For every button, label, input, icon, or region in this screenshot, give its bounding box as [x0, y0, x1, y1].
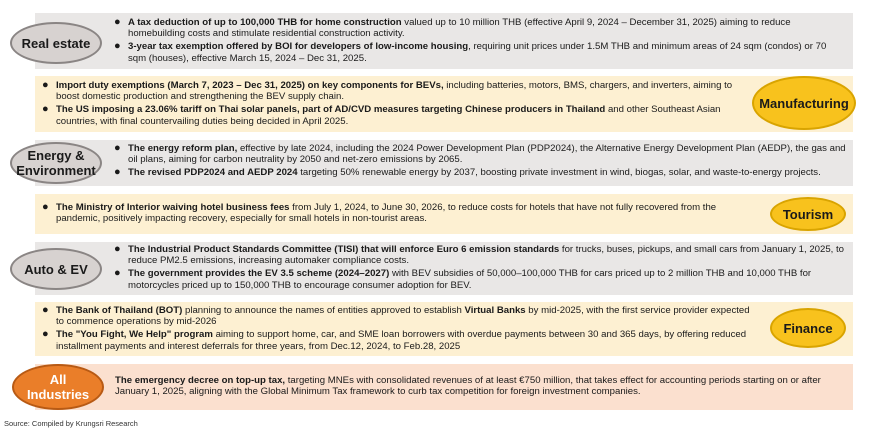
bullet-icon: ●	[114, 267, 121, 280]
list-item: ● The Ministry of Interior waiving hotel business fees from July 1, 2024, to June 30, 2026, to reduce costs for hotels that have not fully recovered from the pandemic, positively impacting recovery, especially for small hotels in non-tourist areas.	[42, 201, 717, 225]
manufacturing-bullets	[40, 80, 745, 129]
bullet-icon: ●	[114, 166, 121, 179]
bullet-icon: ●	[114, 243, 121, 255]
finance-label: Finance	[770, 308, 846, 348]
finance-bullets	[40, 305, 752, 354]
list-item: ● The government provides the EV 3.5 scheme (2024–2027) with BEV subsidies of 50,000–100,000 THB for cars priced up to 2 million THB and 10,000 THB for motorcycles priced up to 150,000 THB to encourage consumer adoption for BEV.	[114, 267, 812, 291]
energy-environment-label: Energy & Environment	[10, 142, 102, 184]
list-item: ● The Industrial Product Standards Committee (TISI) that will enforce Euro 6 emission standards for trucks, buses, pickups, and small cars from January 1, 2025, to reduce PM2.5 emissions, increasing automaker compliance costs.	[114, 243, 845, 267]
source-note: Source: Compiled by Krungsri Research	[4, 419, 138, 428]
tourism-bullets	[40, 202, 752, 226]
real-estate-label: Real estate	[10, 22, 102, 64]
energy-bullets	[112, 143, 847, 181]
list-item: ● 3-year tax exemption offered by BOI for developers of low-income housing, requiring unit prices under 1.5M THB and minimum areas of 24 sqm (condos) or 70 sqm (houses), effective March 15, 2024 – Dec 31, 2025.	[114, 40, 827, 64]
all-industries-text: The emergency decree on top-up tax, targeting MNEs with consolidated revenues of at least €750 million, that takes effect for accounting periods starting on or after January 1, 2025, aligning with the Global Minimum Tax framework to curb tax competition for foreign investment companies.	[115, 375, 821, 398]
list-item: ● A tax deduction of up to 100,000 THB for home construction valued up to 10 million THB (effective April 9, 2024 – December 31, 2025) aiming to reduce homebuilding costs and stimulate residential construction activity.	[114, 16, 791, 40]
real-estate-bullets	[112, 17, 844, 66]
list-item: ● Import duty exemptions (March 7, 2023 – Dec 31, 2025) on key components for BEVs, including batteries, motors, BMS, chargers, and inverters, aiming to boost domestic production and strengthening the BEV supply chain.	[42, 79, 733, 103]
list-item: ● The energy reform plan, effective by late 2024, including the 2024 Power Development Plan (PDP2024), the Alternative Energy Development Plan (AEDP), the gas and oil plans, aiming for carbon neutrality by 2050 and net-zero emissions by 2065.	[114, 142, 846, 166]
bullet-icon: ●	[114, 40, 121, 53]
list-item: ● The US imposing a 23.06% tariff on Thai solar panels, part of AD/CVD measures targeting Chinese producers in Thailand and other Southeast Asian countries, with final countervailing duties being decided in April 2025.	[42, 103, 721, 127]
tourism-label: Tourism	[770, 197, 846, 231]
bullet-icon: ●	[114, 142, 121, 154]
bullet-icon: ●	[42, 201, 49, 213]
all-industries-label: All Industries	[12, 364, 104, 410]
auto-ev-bullets	[112, 244, 847, 293]
bullet-icon: ●	[42, 328, 49, 341]
manufacturing-label: Manufacturing	[752, 76, 856, 130]
auto-ev-label: Auto & EV	[10, 248, 102, 290]
bullet-icon: ●	[42, 79, 49, 91]
bullet-icon: ●	[42, 103, 49, 116]
bullet-icon: ●	[114, 16, 121, 28]
list-item: ● The revised PDP2024 and AEDP 2024 targeting 50% renewable energy by 2037, boosting private investment in wind, biogas, solar, and waste-to-energy projects.	[114, 166, 821, 179]
bullet-icon: ●	[42, 304, 49, 316]
list-item: ● The Bank of Thailand (BOT) planning to announce the names of entities approved to establish Virtual Banks by mid-2025, with the first service provider expected to commence operations by mid-2026	[42, 304, 750, 328]
list-item: ● The "You Fight, We Help" program aiming to support home, car, and SME loan borrowers with overdue payments between 30 and 365 days, by offering reduced installment payments and interest deferrals for three years, from Dec.12, 2024, to Feb.28, 2025	[42, 328, 747, 352]
